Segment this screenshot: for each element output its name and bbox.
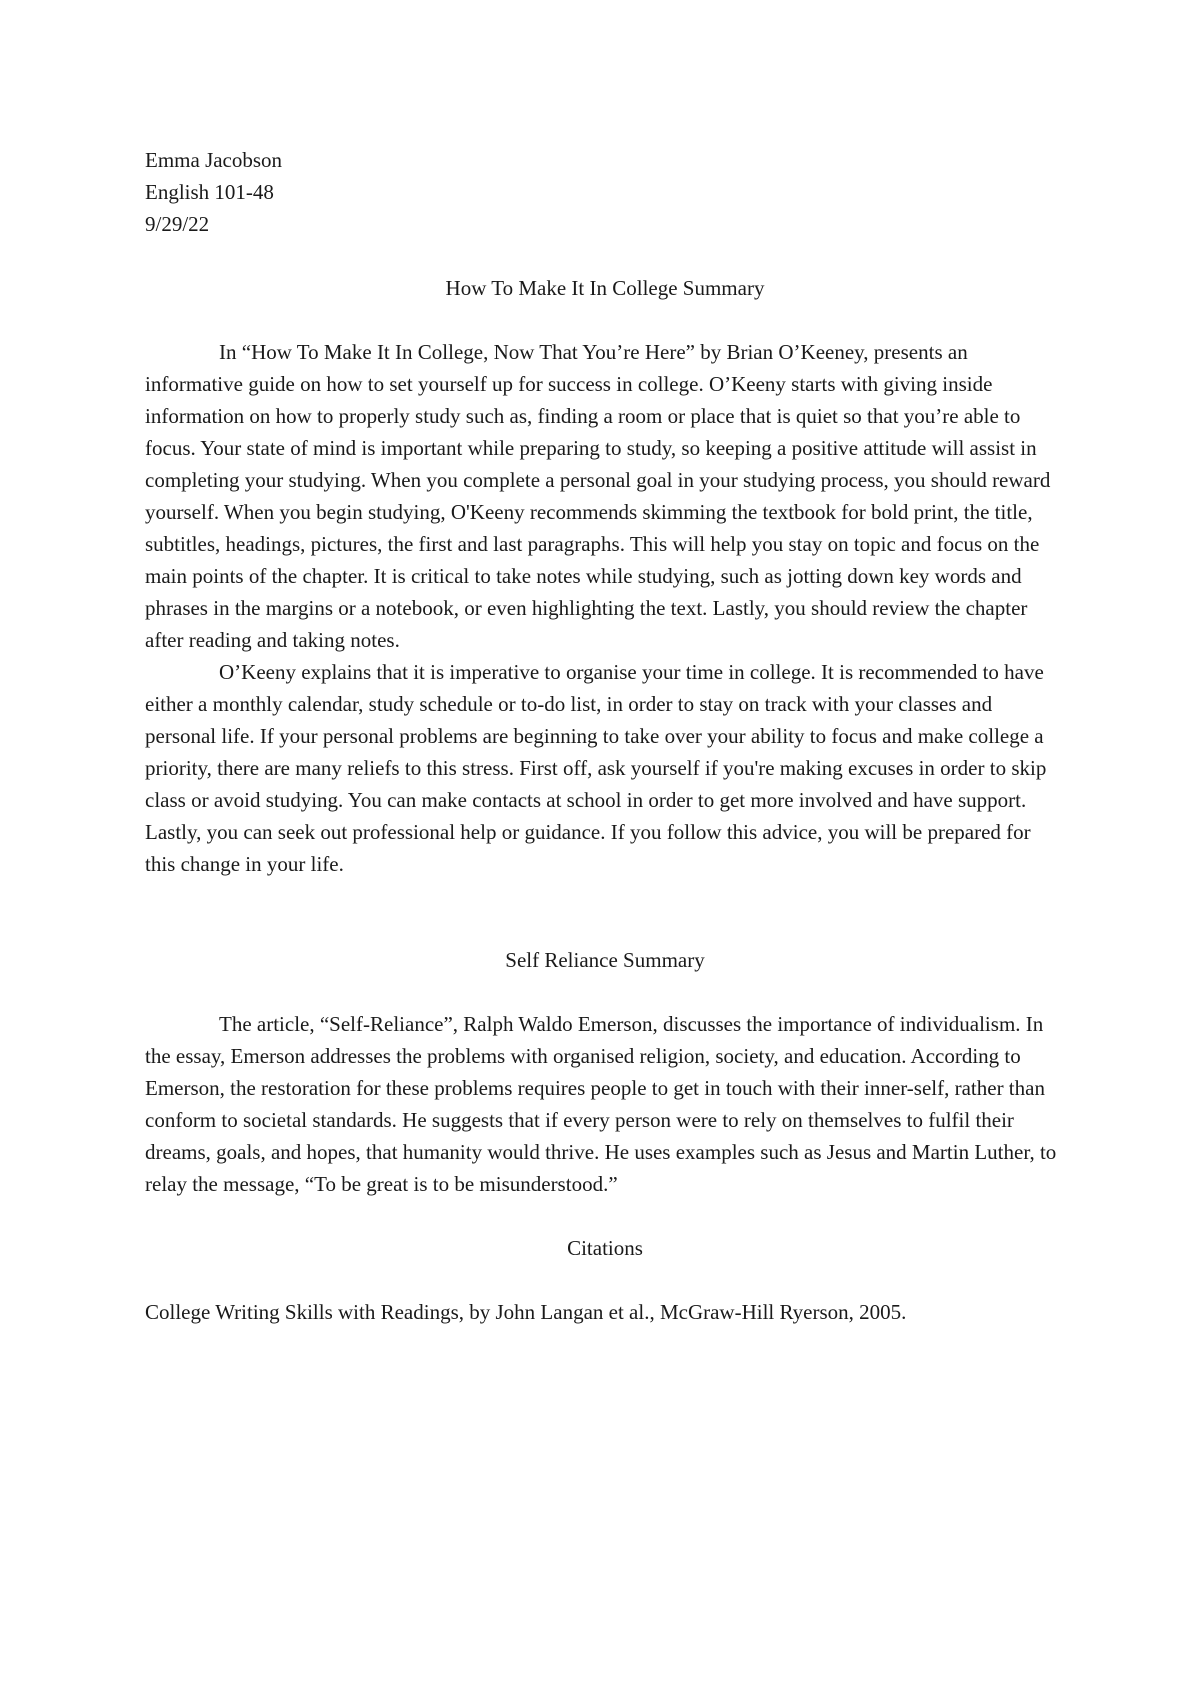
spacer [145, 976, 1065, 1008]
paragraph-self-reliance: The article, “Self-Reliance”, Ralph Waldo Emerson, discusses the importance of individualism. In the essay, Emerson addresses the problems with organised religion, society, and education. According to Emerson, the restoration for these problems requires people to get in touch with their inner-self, rather than conform to societal standards. He suggests that if every person were to rely on themselves to fulfil their dreams, goals, and hopes, that humanity would thrive. He uses examples such as Jesus and Martin Luther, to relay the message, “To be great is to be misunderstood.” [145, 1012, 1057, 1196]
paragraph-college-1: In “How To Make It In College, Now That You’re Here” by Brian O’Keeney, presents an informative guide on how to set yourself up for success in college. O’Keeny starts with giving inside information on how to properly study such as, finding a room or place that is quiet so that you’re able to focus. Your state of mind is important while preparing to study, so keeping a positive attitude will assist in completing your studying. When you complete a personal goal in your studying process, you should reward yourself. When you begin studying, O'Keeny recommends skimming the textbook for bold print, the title, subtitles, headings, pictures, the first and last paragraphs. This will help you stay on topic and focus on the main points of the chapter. It is critical to take notes while studying, such as jotting down key words and phrases in the margins or a notebook, or even highlighting the text. Lastly, you should review the chapter after reading and taking notes. [145, 340, 1051, 652]
spacer [145, 1264, 1065, 1296]
citation-entry: College Writing Skills with Readings, by John Langan et al., McGraw-Hill Ryerson, 2005. [145, 1300, 907, 1324]
spacer [145, 880, 1065, 944]
author-name: Emma Jacobson [145, 148, 283, 172]
section-title-college-summary: How To Make It In College Summary [445, 276, 765, 300]
course-name: English 101-48 [145, 180, 274, 204]
spacer [145, 1200, 1065, 1232]
document-body [145, 144, 1065, 1328]
section-title-citations: Citations [567, 1236, 643, 1260]
paragraph-college-2: O’Keeny explains that it is imperative to organise your time in college. It is recommended to have either a monthly calendar, study schedule or to-do list, in order to stay on track with your classes and personal life. If your personal problems are beginning to take over your ability to focus and make college a priority, there are many reliefs to this stress. First off, ask yourself if you're making excuses in order to skip class or avoid studying. You can make contacts at school in order to get more involved and have support. Lastly, you can seek out professional help or guidance. If you follow this advice, you will be prepared for this change in your life. [145, 660, 1047, 876]
section-title-self-reliance: Self Reliance Summary [505, 948, 705, 972]
spacer [145, 240, 1065, 272]
document-date: 9/29/22 [145, 212, 210, 236]
spacer [145, 304, 1065, 336]
